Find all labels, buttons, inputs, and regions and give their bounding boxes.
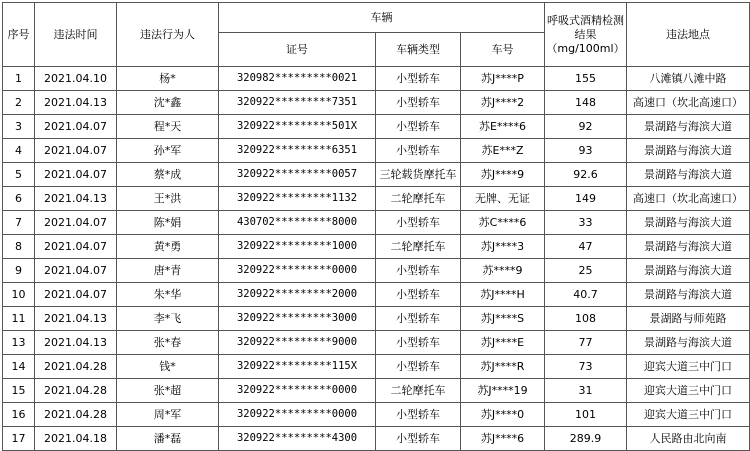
cell-plate: 苏J****0 [461, 403, 545, 427]
cell-vehicle-type: 小型轿车 [376, 331, 461, 355]
cell-time: 2021.04.28 [35, 403, 117, 427]
header-plate: 车号 [461, 33, 545, 67]
cell-seq: 6 [3, 187, 35, 211]
cell-bac: 31 [545, 379, 627, 403]
cell-time: 2021.04.13 [35, 91, 117, 115]
cell-bac: 93 [545, 139, 627, 163]
cell-place: 景湖路与海滨大道 [627, 235, 750, 259]
cell-place: 景湖路与海滨大道 [627, 259, 750, 283]
cell-person: 陈*娟 [117, 211, 219, 235]
cell-bac: 155 [545, 67, 627, 91]
cell-plate: 苏J****9 [461, 163, 545, 187]
cell-plate: 苏E***Z [461, 139, 545, 163]
header-vtype: 车辆类型 [376, 33, 461, 67]
cell-plate: 苏J****H [461, 283, 545, 307]
cell-time: 2021.04.07 [35, 115, 117, 139]
cell-time: 2021.04.07 [35, 163, 117, 187]
cell-vehicle-type: 小型轿车 [376, 355, 461, 379]
cell-id: 320922*********0000 [219, 379, 376, 403]
cell-seq: 14 [3, 355, 35, 379]
cell-person: 沈*鑫 [117, 91, 219, 115]
cell-seq: 9 [3, 259, 35, 283]
cell-plate: 苏J****6 [461, 427, 545, 451]
header-time: 违法时间 [35, 3, 117, 67]
cell-time: 2021.04.18 [35, 427, 117, 451]
cell-id: 320922*********7351 [219, 91, 376, 115]
cell-vehicle-type: 二轮摩托车 [376, 379, 461, 403]
cell-id: 320922*********9000 [219, 331, 376, 355]
cell-seq: 10 [3, 283, 35, 307]
cell-plate: 无牌、无证 [461, 187, 545, 211]
cell-person: 蔡*成 [117, 163, 219, 187]
cell-id: 430702*********8000 [219, 211, 376, 235]
cell-time: 2021.04.07 [35, 235, 117, 259]
table-row [3, 187, 750, 211]
cell-id: 320922*********0000 [219, 403, 376, 427]
table-row [3, 67, 750, 91]
table-row [3, 139, 750, 163]
cell-id: 320922*********0000 [219, 259, 376, 283]
table-row [3, 283, 750, 307]
cell-time: 2021.04.13 [35, 331, 117, 355]
cell-vehicle-type: 小型轿车 [376, 139, 461, 163]
cell-id: 320982*********0021 [219, 67, 376, 91]
table-row [3, 427, 750, 451]
cell-time: 2021.04.07 [35, 211, 117, 235]
cell-place: 景湖路与师苑路 [627, 307, 750, 331]
cell-id: 320922*********115X [219, 355, 376, 379]
cell-place: 八滩镇八滩中路 [627, 67, 750, 91]
table-row [3, 331, 750, 355]
cell-plate: 苏J****E [461, 331, 545, 355]
cell-person: 程*天 [117, 115, 219, 139]
cell-bac: 289.9 [545, 427, 627, 451]
cell-bac: 92.6 [545, 163, 627, 187]
cell-time: 2021.04.28 [35, 355, 117, 379]
header-seq: 序号 [3, 3, 35, 67]
cell-plate: 苏****9 [461, 259, 545, 283]
cell-plate: 苏J****S [461, 307, 545, 331]
cell-person: 周*军 [117, 403, 219, 427]
cell-person: 杨* [117, 67, 219, 91]
cell-person: 钱* [117, 355, 219, 379]
cell-person: 张*春 [117, 331, 219, 355]
cell-seq: 5 [3, 163, 35, 187]
cell-vehicle-type: 小型轿车 [376, 91, 461, 115]
table-row [3, 379, 750, 403]
cell-id: 320922*********3000 [219, 307, 376, 331]
cell-id: 320922*********2000 [219, 283, 376, 307]
cell-vehicle-type: 小型轿车 [376, 211, 461, 235]
cell-time: 2021.04.13 [35, 307, 117, 331]
cell-vehicle-type: 三轮载货摩托车 [376, 163, 461, 187]
cell-vehicle-type: 小型轿车 [376, 307, 461, 331]
cell-vehicle-type: 小型轿车 [376, 67, 461, 91]
cell-place: 景湖路与海滨大道 [627, 115, 750, 139]
cell-id: 320922*********6351 [219, 139, 376, 163]
cell-time: 2021.04.28 [35, 379, 117, 403]
cell-vehicle-type: 小型轿车 [376, 427, 461, 451]
cell-plate: 苏J****R [461, 355, 545, 379]
table-row [3, 403, 750, 427]
table-row [3, 91, 750, 115]
cell-seq: 3 [3, 115, 35, 139]
cell-place: 迎宾大道三中门口 [627, 379, 750, 403]
cell-bac: 47 [545, 235, 627, 259]
table-row [3, 235, 750, 259]
cell-person: 李*飞 [117, 307, 219, 331]
table-row [3, 115, 750, 139]
header-person: 违法行为人 [117, 3, 219, 67]
table-row [3, 211, 750, 235]
cell-place: 景湖路与海滨大道 [627, 139, 750, 163]
cell-person: 潘*磊 [117, 427, 219, 451]
cell-person: 张*超 [117, 379, 219, 403]
cell-place: 景湖路与海滨大道 [627, 283, 750, 307]
cell-place: 高速口（坎北高速口） [627, 91, 750, 115]
cell-vehicle-type: 小型轿车 [376, 403, 461, 427]
cell-time: 2021.04.10 [35, 67, 117, 91]
violation-table [2, 2, 750, 451]
cell-seq: 11 [3, 307, 35, 331]
cell-person: 王*洪 [117, 187, 219, 211]
cell-plate: 苏C****6 [461, 211, 545, 235]
cell-id: 320922*********4300 [219, 427, 376, 451]
cell-place: 迎宾大道三中门口 [627, 355, 750, 379]
cell-vehicle-type: 小型轿车 [376, 283, 461, 307]
cell-bac: 149 [545, 187, 627, 211]
cell-seq: 1 [3, 67, 35, 91]
cell-vehicle-type: 二轮摩托车 [376, 187, 461, 211]
header-vehicle: 车辆 [219, 3, 545, 33]
cell-vehicle-type: 二轮摩托车 [376, 235, 461, 259]
cell-seq: 15 [3, 379, 35, 403]
cell-person: 朱*华 [117, 283, 219, 307]
cell-place: 景湖路与海滨大道 [627, 331, 750, 355]
cell-place: 高速口（坎北高速口） [627, 187, 750, 211]
cell-person: 孙*军 [117, 139, 219, 163]
cell-seq: 4 [3, 139, 35, 163]
cell-seq: 2 [3, 91, 35, 115]
cell-time: 2021.04.07 [35, 259, 117, 283]
cell-bac: 33 [545, 211, 627, 235]
cell-place: 景湖路与海滨大道 [627, 163, 750, 187]
cell-plate: 苏E****6 [461, 115, 545, 139]
table-row [3, 307, 750, 331]
cell-seq: 7 [3, 211, 35, 235]
cell-time: 2021.04.07 [35, 139, 117, 163]
cell-id: 320922*********1132 [219, 187, 376, 211]
cell-place: 迎宾大道三中门口 [627, 403, 750, 427]
cell-place: 人民路由北向南 [627, 427, 750, 451]
cell-plate: 苏J****2 [461, 91, 545, 115]
cell-id: 320922*********0057 [219, 163, 376, 187]
cell-bac: 101 [545, 403, 627, 427]
cell-id: 320922*********501X [219, 115, 376, 139]
table-row [3, 355, 750, 379]
cell-place: 景湖路与海滨大道 [627, 211, 750, 235]
header-place: 违法地点 [627, 3, 750, 67]
cell-seq: 8 [3, 235, 35, 259]
cell-bac: 73 [545, 355, 627, 379]
cell-seq: 13 [3, 331, 35, 355]
cell-seq: 17 [3, 427, 35, 451]
table-row [3, 163, 750, 187]
cell-bac: 25 [545, 259, 627, 283]
cell-time: 2021.04.13 [35, 187, 117, 211]
cell-seq: 16 [3, 403, 35, 427]
cell-bac: 148 [545, 91, 627, 115]
cell-vehicle-type: 小型轿车 [376, 115, 461, 139]
header-id: 证号 [219, 33, 376, 67]
cell-plate: 苏J****3 [461, 235, 545, 259]
cell-plate: 苏J****P [461, 67, 545, 91]
cell-bac: 108 [545, 307, 627, 331]
cell-person: 唐*青 [117, 259, 219, 283]
cell-person: 黄*勇 [117, 235, 219, 259]
header-bac: 呼吸式酒精检测结果（mg/100ml） [545, 3, 627, 67]
cell-bac: 77 [545, 331, 627, 355]
table-row [3, 259, 750, 283]
cell-plate: 苏J****19 [461, 379, 545, 403]
cell-vehicle-type: 小型轿车 [376, 259, 461, 283]
cell-bac: 40.7 [545, 283, 627, 307]
cell-time: 2021.04.07 [35, 283, 117, 307]
cell-bac: 92 [545, 115, 627, 139]
cell-id: 320922*********1000 [219, 235, 376, 259]
